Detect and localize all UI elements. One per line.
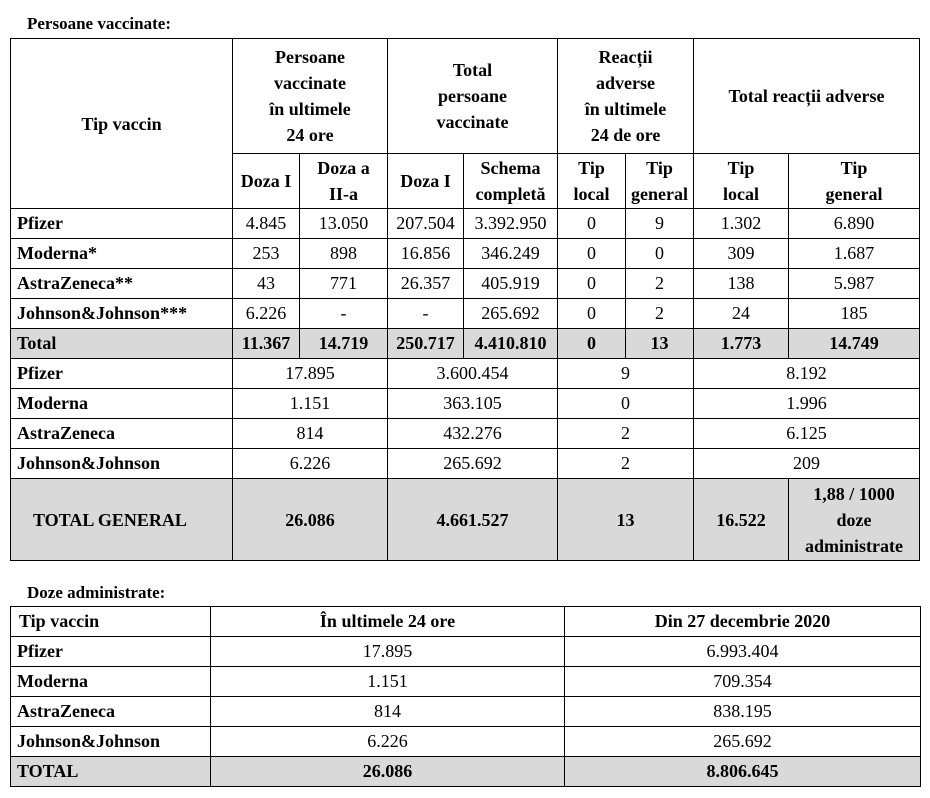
cell: 432.276 bbox=[388, 419, 558, 449]
cell: 253 bbox=[233, 239, 300, 269]
header-schema-completa: Schema completă bbox=[464, 154, 558, 209]
vaccine-name: Moderna bbox=[11, 389, 233, 419]
cell: 13 bbox=[626, 329, 694, 359]
cell: 0 bbox=[558, 209, 626, 239]
cell: 363.105 bbox=[388, 389, 558, 419]
cell: 43 bbox=[233, 269, 300, 299]
cell: 2 bbox=[558, 419, 694, 449]
vaccine-name: Pfizer bbox=[11, 359, 233, 389]
table-row bbox=[11, 209, 920, 239]
total-label: Total bbox=[11, 329, 233, 359]
header-total-reactii-adverse: Total reacții adverse bbox=[694, 39, 920, 154]
cell: 138 bbox=[694, 269, 789, 299]
vaccine-name: Pfizer bbox=[11, 637, 211, 667]
cell: 838.195 bbox=[565, 697, 921, 727]
cell: 2 bbox=[626, 269, 694, 299]
summary-row bbox=[11, 359, 920, 389]
cell: 4.661.527 bbox=[388, 479, 558, 561]
cell: 24 bbox=[694, 299, 789, 329]
vaccine-name: Moderna* bbox=[11, 239, 233, 269]
cell: 309 bbox=[694, 239, 789, 269]
cell: 17.895 bbox=[233, 359, 388, 389]
vaccine-name: Pfizer bbox=[11, 209, 233, 239]
cell: 1.151 bbox=[233, 389, 388, 419]
cell: 405.919 bbox=[464, 269, 558, 299]
table-row bbox=[11, 667, 921, 697]
header-persoane-vaccinate-24h: Persoane vaccinate în ultimele 24 ore bbox=[233, 39, 388, 154]
cell: 6.125 bbox=[694, 419, 920, 449]
persoane-vaccinate-table bbox=[10, 38, 920, 561]
cell: 3.600.454 bbox=[388, 359, 558, 389]
cell: 207.504 bbox=[388, 209, 464, 239]
total-general-row bbox=[11, 479, 920, 561]
table-row bbox=[11, 269, 920, 299]
vaccine-name: Johnson&Johnson bbox=[11, 727, 211, 757]
header-ultimele-24-ore: În ultimele 24 ore bbox=[211, 607, 565, 637]
cell: - bbox=[300, 299, 388, 329]
cell: 14.749 bbox=[789, 329, 920, 359]
cell: 13.050 bbox=[300, 209, 388, 239]
cell: 6.226 bbox=[211, 727, 565, 757]
header-tip-vaccin: Tip vaccin bbox=[11, 39, 233, 209]
doze-administrate-table bbox=[10, 606, 921, 787]
rate-cell: 1,88 / 1000 doze administrate bbox=[789, 479, 920, 561]
cell: 17.895 bbox=[211, 637, 565, 667]
cell: 4.410.810 bbox=[464, 329, 558, 359]
cell: 11.367 bbox=[233, 329, 300, 359]
table-row bbox=[11, 727, 921, 757]
cell: 265.692 bbox=[565, 727, 921, 757]
cell: 5.987 bbox=[789, 269, 920, 299]
cell: 26.086 bbox=[211, 757, 565, 787]
summary-row bbox=[11, 389, 920, 419]
cell: 0 bbox=[558, 269, 626, 299]
cell: 3.392.950 bbox=[464, 209, 558, 239]
cell: - bbox=[388, 299, 464, 329]
cell: 8.192 bbox=[694, 359, 920, 389]
total-general-label: TOTAL GENERAL bbox=[11, 479, 233, 561]
table-row bbox=[11, 239, 920, 269]
cell: 1.773 bbox=[694, 329, 789, 359]
cell: 2 bbox=[558, 449, 694, 479]
cell: 814 bbox=[233, 419, 388, 449]
total-row bbox=[11, 757, 921, 787]
cell: 898 bbox=[300, 239, 388, 269]
summary-row bbox=[11, 449, 920, 479]
header-doza-i: Doza I bbox=[233, 154, 300, 209]
cell: 6.890 bbox=[789, 209, 920, 239]
vaccine-name: AstraZeneca** bbox=[11, 269, 233, 299]
header-tip-general-total: Tip general bbox=[789, 154, 920, 209]
cell: 0 bbox=[558, 389, 694, 419]
cell: 209 bbox=[694, 449, 920, 479]
total-row bbox=[11, 329, 920, 359]
header-doza-ii: Doza a II-a bbox=[300, 154, 388, 209]
cell: 346.249 bbox=[464, 239, 558, 269]
cell: 13 bbox=[558, 479, 694, 561]
cell: 0 bbox=[558, 329, 626, 359]
cell: 2 bbox=[626, 299, 694, 329]
cell: 265.692 bbox=[388, 449, 558, 479]
cell: 8.806.645 bbox=[565, 757, 921, 787]
vaccine-name: AstraZeneca bbox=[11, 419, 233, 449]
cell: 185 bbox=[789, 299, 920, 329]
header-doza-i-total: Doza I bbox=[388, 154, 464, 209]
header-total-persoane-vaccinate: Total persoane vaccinate bbox=[388, 39, 558, 154]
summary-row bbox=[11, 419, 920, 449]
cell: 6.993.404 bbox=[565, 637, 921, 667]
cell: 771 bbox=[300, 269, 388, 299]
cell: 1.151 bbox=[211, 667, 565, 697]
cell: 1.302 bbox=[694, 209, 789, 239]
section-title-doze-administrate: Doze administrate: bbox=[27, 583, 166, 602]
cell: 6.226 bbox=[233, 299, 300, 329]
cell: 26.086 bbox=[233, 479, 388, 561]
header-reactii-adverse-24h: Reacții adverse în ultimele 24 de ore bbox=[558, 39, 694, 154]
cell: 16.856 bbox=[388, 239, 464, 269]
table-row bbox=[11, 299, 920, 329]
cell: 6.226 bbox=[233, 449, 388, 479]
table-row bbox=[11, 697, 921, 727]
header-tip-general-24h: Tip general bbox=[626, 154, 694, 209]
total-label: TOTAL bbox=[11, 757, 211, 787]
cell: 0 bbox=[558, 299, 626, 329]
table-row bbox=[11, 637, 921, 667]
cell: 9 bbox=[626, 209, 694, 239]
cell: 9 bbox=[558, 359, 694, 389]
cell: 250.717 bbox=[388, 329, 464, 359]
cell: 16.522 bbox=[694, 479, 789, 561]
header-tip-local-24h: Tip local bbox=[558, 154, 626, 209]
cell: 0 bbox=[626, 239, 694, 269]
section-title-persoane-vaccinate: Persoane vaccinate: bbox=[27, 14, 171, 33]
header-din-27-decembrie: Din 27 decembrie 2020 bbox=[565, 607, 921, 637]
cell: 0 bbox=[558, 239, 626, 269]
cell: 14.719 bbox=[300, 329, 388, 359]
cell: 1.687 bbox=[789, 239, 920, 269]
cell: 4.845 bbox=[233, 209, 300, 239]
vaccine-name: Moderna bbox=[11, 667, 211, 697]
vaccine-name: Johnson&Johnson*** bbox=[11, 299, 233, 329]
cell: 814 bbox=[211, 697, 565, 727]
header-tip-vaccin: Tip vaccin bbox=[11, 607, 211, 637]
vaccine-name: Johnson&Johnson bbox=[11, 449, 233, 479]
cell: 1.996 bbox=[694, 389, 920, 419]
vaccine-name: AstraZeneca bbox=[11, 697, 211, 727]
cell: 26.357 bbox=[388, 269, 464, 299]
cell: 265.692 bbox=[464, 299, 558, 329]
header-tip-local-total: Tip local bbox=[694, 154, 789, 209]
cell: 709.354 bbox=[565, 667, 921, 697]
